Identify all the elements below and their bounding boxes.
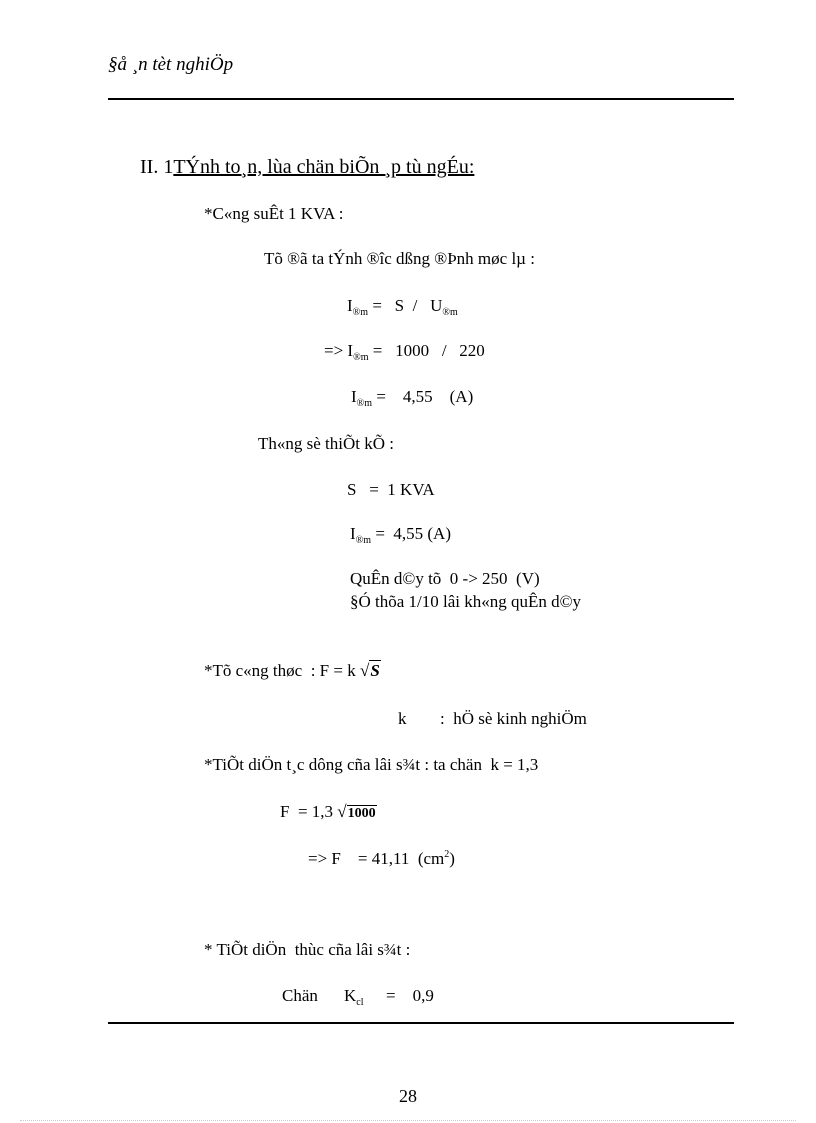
f-equation: F = 1,3 √1000 — [280, 802, 376, 821]
section-number: II. 1 — [140, 156, 174, 178]
cong-thuc-line: *Tõ c«ng thøc : F = k √S — [204, 661, 380, 680]
k-description: : hÖ sè kinh nghiÖm — [440, 709, 587, 728]
chon-label: Chän — [282, 986, 318, 1005]
tiet-dien-tac-dung-line: *TiÕt diÖn t¸c dông cña lâi s¾t : ta chän k = 1,3 — [204, 755, 539, 774]
page-number: 28 — [399, 1086, 417, 1106]
bottom-dotted-line — [20, 1120, 796, 1121]
footer-divider — [108, 1022, 734, 1024]
sqrt-symbol-icon: √1000 — [337, 802, 376, 821]
de-thua-line: §Ó thõa 1/10 lâi kh«ng quÊn d©y — [350, 592, 582, 611]
header-divider — [108, 98, 734, 100]
page-header-title: §å ¸n tèt nghiÖp — [108, 54, 234, 75]
thong-so-line: Th«ng sè thiÕt kÕ : — [258, 434, 394, 453]
i-value-line: $I_{®m} = 4,55$ (A) — [350, 524, 451, 546]
tiet-dien-thuc-line: * TiÕt diÖn thùc cña lâi s¾t : — [204, 940, 411, 959]
quan-day-line: QuÊn d©y tõ 0 -> 250 (V) — [350, 569, 540, 588]
cong-suat-line: *C«ng suÊt 1 KVA : — [204, 204, 344, 223]
s-value-line: S = 1 KVA — [347, 480, 435, 499]
to-do-line: Tõ ®ã ta tÝnh ®îc dßng ®Þnh møc lµ : — [264, 249, 535, 268]
section-title: TÝnh to¸n, lùa chän biÕn ¸p tù ngÉu: — [173, 156, 475, 178]
section-heading — [140, 156, 474, 179]
kcl-label: $K_{cl}$ — [344, 986, 364, 1008]
equation-1: $I_{®m} = S / U_{®m}$ — [347, 296, 458, 318]
equation-3: $I_{®m}$ = 4,55 (A) — [351, 387, 474, 409]
kcl-value: = 0,9 — [386, 986, 434, 1005]
f-result: => F = 41,11 $(cm^2)$ — [308, 849, 455, 868]
sqrt-symbol-icon: √S — [359, 661, 380, 680]
k-label: k — [398, 709, 407, 728]
equation-2: => $I_{®m} = 1000 / 220$ — [324, 341, 485, 363]
